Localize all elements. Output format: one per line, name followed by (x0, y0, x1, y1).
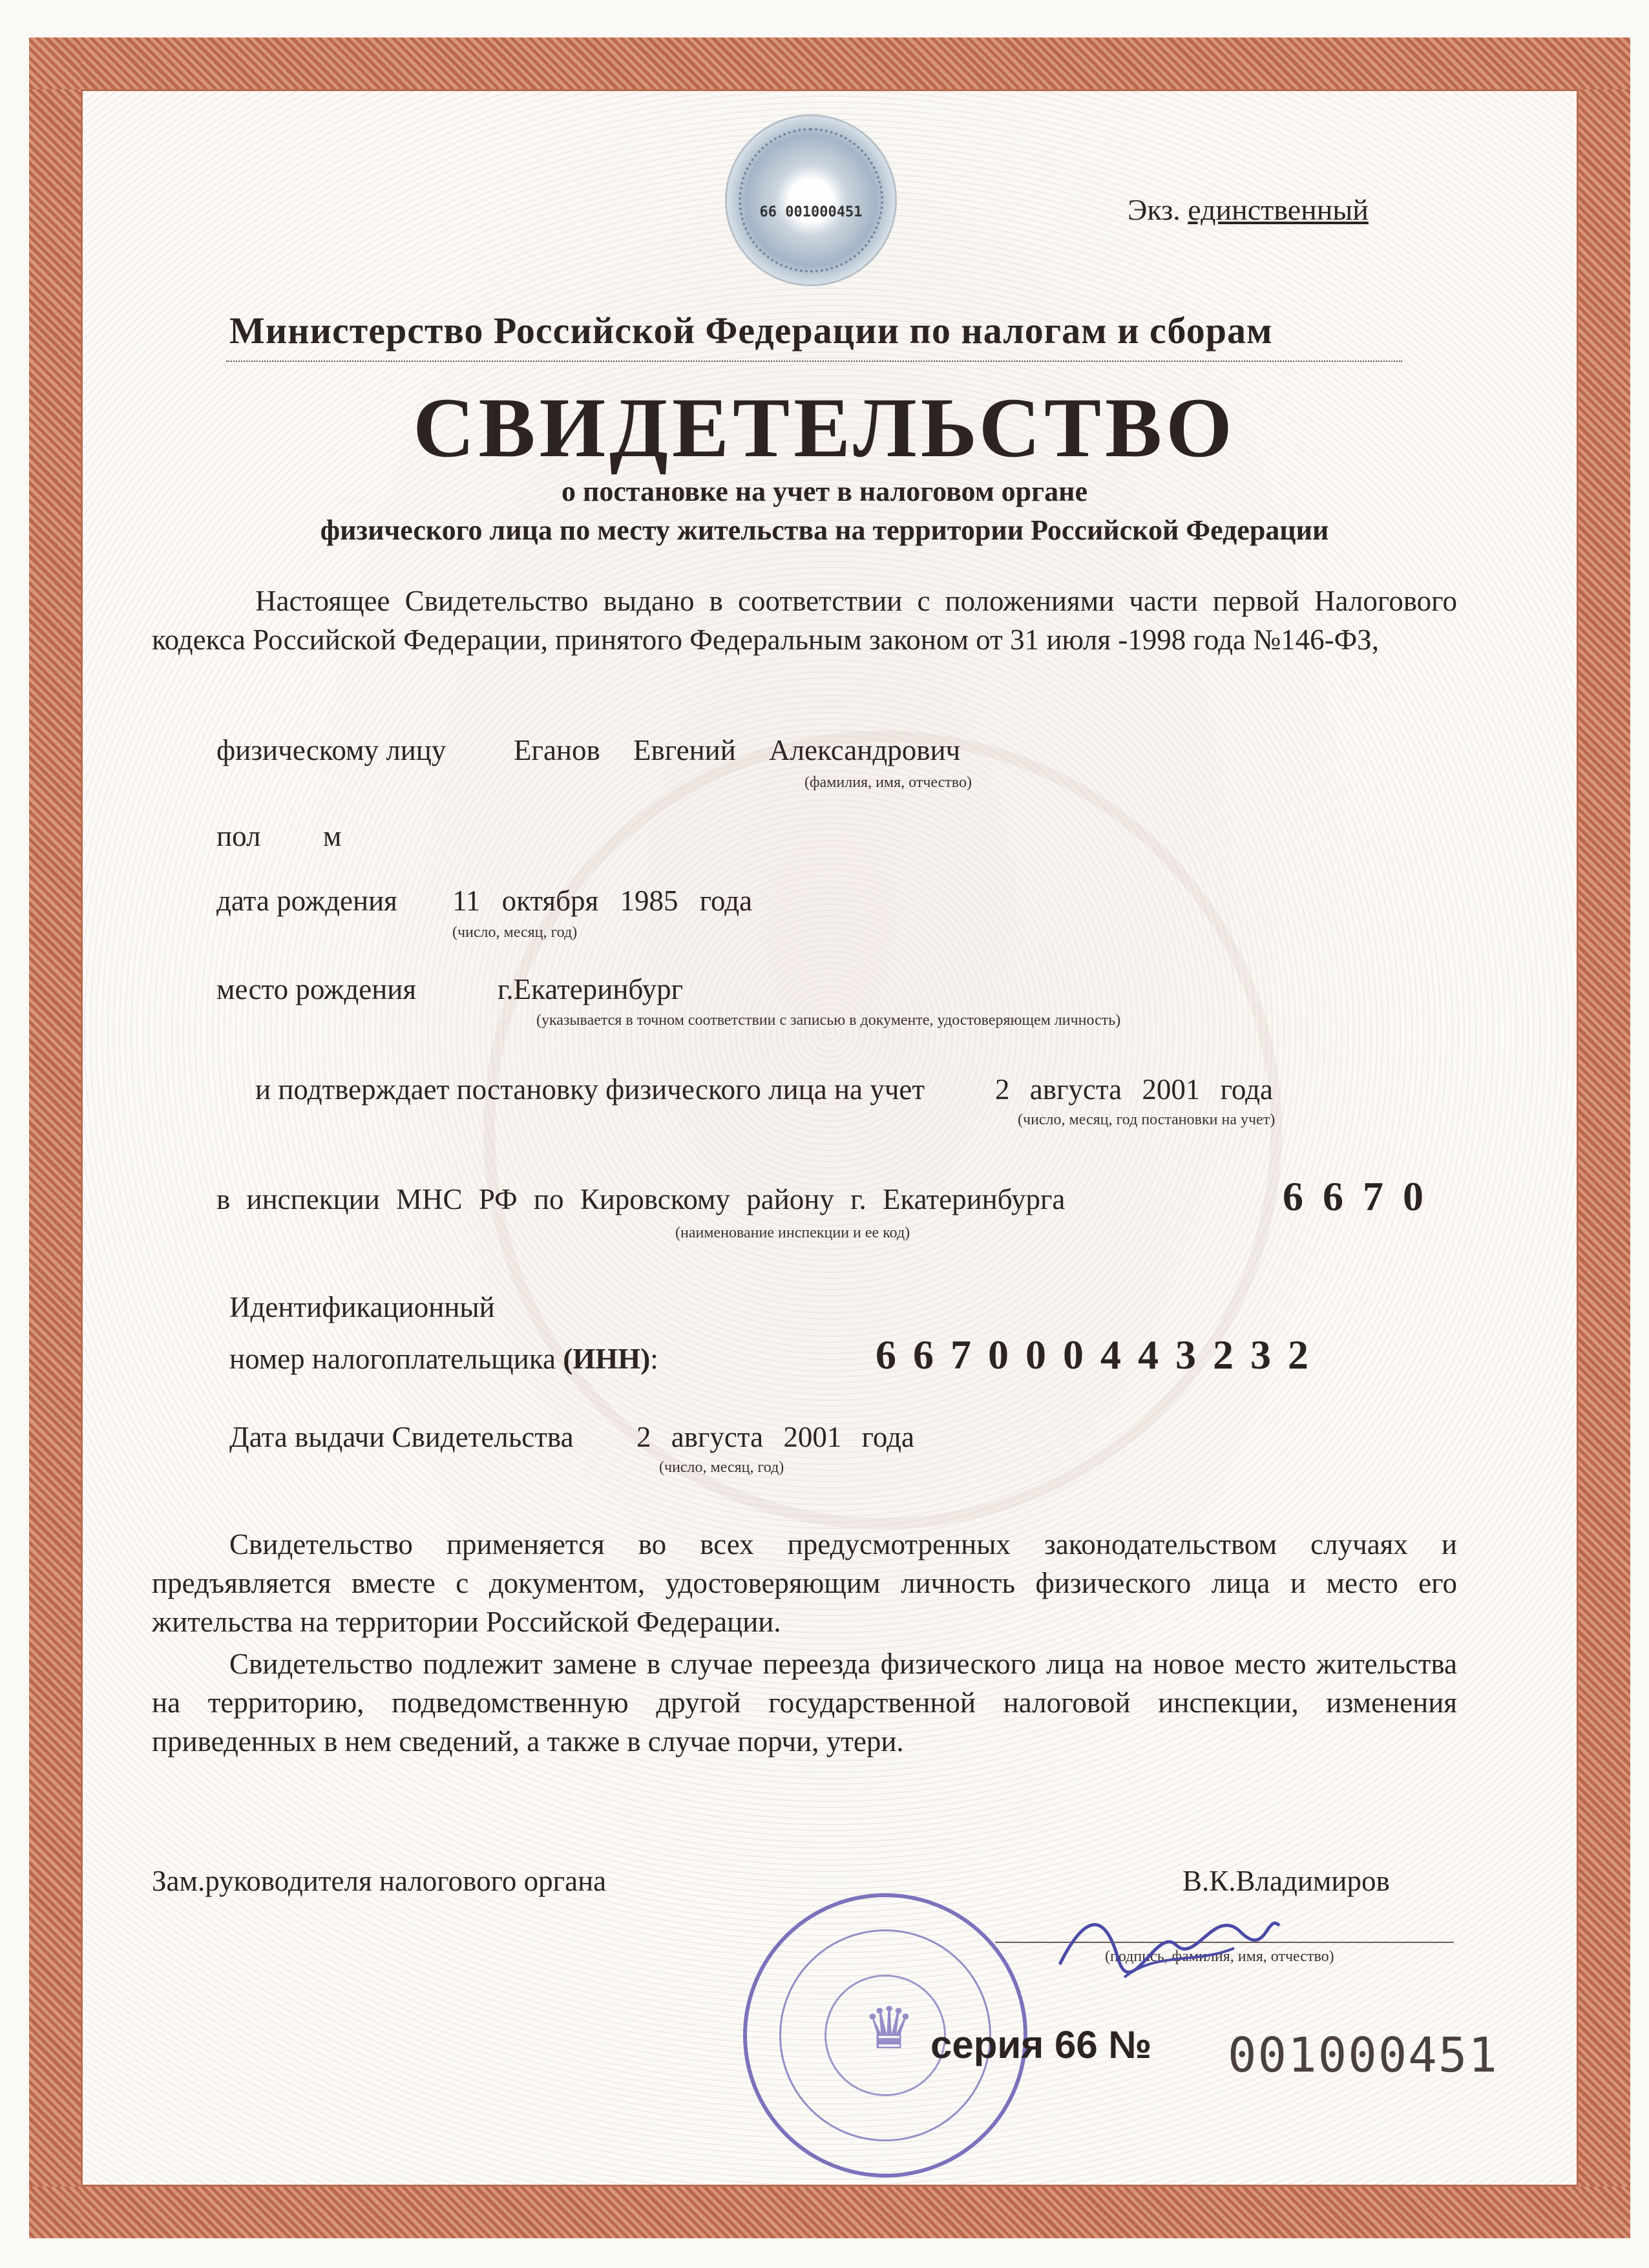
issue-label: Дата выдачи Свидетельства (229, 1421, 574, 1453)
copy-indicator (1128, 193, 1369, 227)
dob-hint: (число, месяц, год) (452, 924, 578, 941)
document-title: СВИДЕТЕЛЬСТВО (413, 380, 1236, 475)
signature-scribble (1047, 1887, 1292, 1997)
copy-label: Экз. (1128, 193, 1181, 226)
inn-colon: : (650, 1343, 658, 1375)
pob-hint: (указывается в точном соответствии с записью в документе, удостоверяющем личность) (536, 1012, 1121, 1029)
inn-label (229, 1342, 658, 1376)
copy-value: единственный (1188, 193, 1369, 226)
eagle-emblem-icon: ♛ (863, 1997, 916, 2061)
ministry-name: Министерство Российской Федерации по налогам и сборам (229, 310, 1273, 352)
replacement-paragraph: Свидетельство подлежит замене в случае переезда физического лица на новое место жительства на территорию, подведомственную другой государственной налоговой инспекции, изменения приведенных в нем сведений, а также в случае порчи, утери. (152, 1648, 1457, 1758)
intro-paragraph: Настоящее Свидетельство выдано в соответствии с положениями части первой Налогового кодекса Российской Федерации, принятого Федеральным законом от 31 июля -1998 года №146-ФЗ, (152, 585, 1457, 656)
hologram-number: 66 001000451 (759, 204, 863, 220)
sex-value: м (323, 820, 342, 852)
person-hint: (фамилия, имя, отчество) (804, 774, 972, 791)
inn-label-2: номер налогоплательщика (229, 1343, 556, 1375)
person-name: Еганов Евгений Александрович (514, 734, 961, 766)
series-number: 001000451 (1228, 2028, 1498, 2083)
inspection-hint: (наименование инспекции и ее код) (675, 1224, 910, 1241)
pob-value: г.Екатеринбург (498, 973, 684, 1005)
document-subtitle-2: физического лица по месту жительства на территории Российской Федерации (320, 514, 1329, 546)
inn-value: 667000443232 (876, 1332, 1325, 1378)
official-name: В.К.Владимиров (1182, 1865, 1390, 1897)
pob-label: место рождения (216, 973, 417, 1005)
registration-hint: (число, месяц, год постановки на учет) (1018, 1111, 1276, 1128)
dob-value: 11 октября 1985 года (452, 885, 753, 917)
official-title: Зам.руководителя налогового органа (152, 1865, 607, 1897)
watermark-emblem (483, 731, 1282, 1529)
registration-label: и подтверждает постановку физического лица на учет (255, 1073, 925, 1106)
inn-abbr: (ИНН) (563, 1343, 651, 1375)
series-label: серия 66 № (930, 2023, 1152, 2066)
inspection-name: в инспекции МНС РФ по Кировскому району г. Екатеринбурга (216, 1183, 1066, 1215)
registration-date: 2 августа 2001 года (995, 1073, 1273, 1106)
divider (226, 361, 1402, 362)
hologram-seal (727, 116, 895, 284)
inspection-code: 6670 (1283, 1173, 1443, 1219)
document-subtitle-1: о постановке на учет в налоговом органе (561, 476, 1088, 507)
signature-hint: (подпись, фамилия, имя, отчество) (1105, 1948, 1334, 1965)
inn-label-1: Идентификационный (229, 1291, 495, 1323)
usage-paragraph: Свидетельство применяется во всех предусмотренных законодательством случаях и предъявляется вместе с документом, удостоверяющим личность физического лица и место его жительства на территории Российской Федерации. (152, 1528, 1457, 1638)
issue-hint: (число, месяц, год) (659, 1459, 784, 1476)
sex-label: пол (216, 820, 261, 852)
dob-label: дата рождения (216, 885, 397, 917)
issue-date: 2 августа 2001 года (636, 1421, 914, 1453)
person-label: физическому лицу (216, 734, 446, 766)
